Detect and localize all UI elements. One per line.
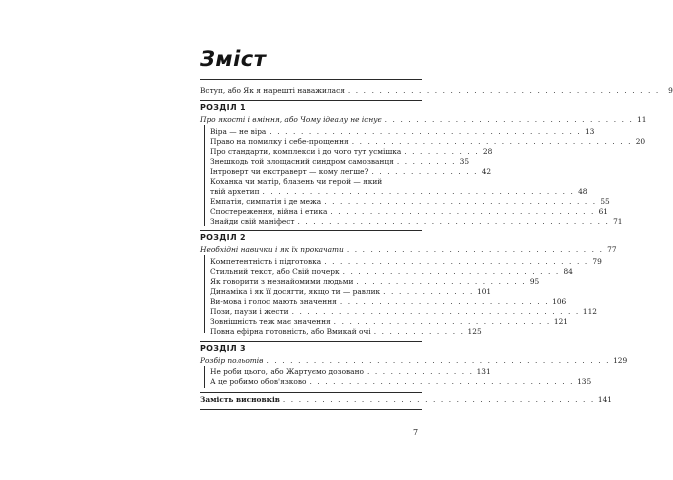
section-bar	[204, 255, 205, 333]
section-rule	[200, 392, 422, 393]
toc-entry: Ви-мова і голос мають значення . . . . . . . . . . . . . . . . . . . . . . . . . . . 106	[210, 297, 567, 306]
section-bar	[204, 125, 205, 226]
leader-dots: . . . . . . . . . . . . . . . . . . . . . . . . . . . . . . . . . . . . .	[291, 307, 580, 316]
leader-dots: . . . . . . . . . . . . . . . . . . . . . .	[356, 277, 527, 286]
toc-entry: Віра — не віра . . . . . . . . . . . . . . . . . . . . . . . . . . . . . . . . . . . . . . . . 13	[210, 127, 595, 136]
section-heading: РОЗДІЛ 2	[200, 233, 246, 242]
leader-dots: . . . . . . . . . . . . . . . . . . . . . . . . . . . . . . . . . . . . . . . .	[347, 86, 660, 95]
leader-dots: . . . . . . . . . . . . . . . . . . . . . . . . . . . .	[333, 317, 551, 326]
section-subtitle: Розбір польотів . . . . . . . . . . . . . . . . . . . . . . . . . . . . . . . . . . . . . . . . . . . . 129	[200, 356, 628, 365]
toc-entry: Динаміка і як її досягти, якщо ти — равлик . . . . . . . . . . . . 101	[210, 287, 492, 296]
toc-entry: Зовнішність теж має значення . . . . . . . . . . . . . . . . . . . . . . . . . . . . 121	[210, 317, 568, 326]
toc-entry: Повна ефірна готовність, або Вмикай очі . . . . . . . . . . . . 125	[210, 327, 482, 336]
toc-entry: Емпатія, симпатія і де межа . . . . . . . . . . . . . . . . . . . . . . . . . . . . . . . . . . . 55	[210, 197, 610, 206]
section-heading: РОЗДІЛ 3	[200, 344, 246, 353]
toc-entry-wrapped-line: Коханка чи матір, блазень чи герой — який	[210, 177, 383, 186]
toc-entry: Інтроверт чи екстраверт — кому легше? . . . . . . . . . . . . . . 42	[210, 167, 492, 176]
section-bar	[204, 366, 205, 388]
toc-entry: твій архетип . . . . . . . . . . . . . . . . . . . . . . . . . . . . . . . . . . . . . . . . 48	[210, 187, 588, 196]
toc-entry: Про стандарти, комплекси і до чого тут усмішка . . . . . . . . . . 28	[210, 147, 493, 156]
leader-dots: . . . . . . . . . . . . . . . . . . . . . . . . . . . . . . . . . . . . . . . .	[269, 127, 582, 136]
leader-dots: . . . . . . . . . . . . . . . . . . . . . . . . . . . .	[342, 267, 560, 276]
section-rule	[200, 230, 422, 231]
toc-entry: Пози, паузи і жести . . . . . . . . . . . . . . . . . . . . . . . . . . . . . . . . . . . . . 112	[210, 307, 597, 316]
toc-entry: А це робимо обов'язково . . . . . . . . . . . . . . . . . . . . . . . . . . . . . . . . . . 135	[210, 377, 592, 386]
leader-dots: . . . . . . . . . . . . . .	[371, 167, 479, 176]
leader-dots: . . . . . . . . . . . . . . . . . . . . . . . . . . . . . . . . . .	[309, 377, 575, 386]
leader-dots: . . . . . . . . . . . . . . . . . . . . . . . . . . . . . . . . . .	[330, 207, 595, 216]
page-title: Зміст	[200, 47, 267, 71]
leader-dots: . . . . . . . . . . . . . . . . . . . . . . . . . . . . . . . . . . . .	[351, 137, 633, 146]
leader-dots: . . . . . . . . . . . .	[383, 287, 474, 296]
section-heading: РОЗДІЛ 1	[200, 103, 246, 112]
toc-entry-text: Вступ, або Як я нарешті наважилася	[200, 86, 345, 95]
leader-dots: . . . . . . . . . . . . . . . . . . . . . . . . . . . . . . . . . . . . . . . .	[282, 395, 595, 404]
leader-dots: . . . . . . . . . . . . . .	[366, 367, 474, 376]
leader-dots: . . . . . . . . . . . . . . . . . . . . . . . . . . .	[339, 297, 550, 306]
leader-dots: . . . . . . . . . . . . . . . . . . . . . . . . . . . . . . . . . .	[324, 257, 589, 266]
section-subtitle: Необхідні навички і як їх прокачати . . . . . . . . . . . . . . . . . . . . . . . . . . . . . . . . . 77	[200, 245, 617, 254]
toc-entry: Компетентність і підготовка . . . . . . . . . . . . . . . . . . . . . . . . . . . . . . . . . . 79	[210, 257, 602, 266]
section-rule	[200, 100, 422, 101]
page-number: 7	[413, 428, 419, 437]
section-rule	[200, 341, 422, 342]
leader-dots: . . . . . . . . . . . . . . . . . . . . . . . . . . . . . . . . . . .	[324, 197, 597, 206]
section-rule	[200, 409, 422, 410]
title-rule	[200, 79, 422, 80]
toc-entry: Як говорити з незнайомими людьми . . . . . . . . . . . . . . . . . . . . . . 95	[210, 277, 540, 286]
leader-dots: . . . . . . . .	[396, 157, 457, 166]
toc-entry: Право на помилку і себе-прощення . . . . . . . . . . . . . . . . . . . . . . . . . . . . . . . . . . . . 20	[210, 137, 646, 146]
toc-entry-intro	[200, 85, 673, 96]
toc-entry-page: 9	[668, 86, 673, 95]
leader-dots: . . . . . . . . . . . . . . . . . . . . . . . . . . . . . . . .	[384, 115, 634, 124]
toc-entry-conclusion: Замість висновків . . . . . . . . . . . . . . . . . . . . . . . . . . . . . . . . . . . . . . . . 141	[200, 395, 612, 404]
leader-dots: . . . . . . . . . .	[404, 147, 480, 156]
section-subtitle: Про якості і вміння, або Чому ідеалу не існує . . . . . . . . . . . . . . . . . . . . . . . . . . . . . . . . 11	[200, 115, 647, 124]
toc-entry: Знешкодь той злощасний синдром самозванця . . . . . . . . 35	[210, 157, 470, 166]
toc-entry: Спостереження, війна і етика . . . . . . . . . . . . . . . . . . . . . . . . . . . . . . . . . . 61	[210, 207, 608, 216]
leader-dots: . . . . . . . . . . . . . . . . . . . . . . . . . . . . . . . . . . . . . . . .	[262, 187, 575, 196]
toc-entry: Знайди свій маніфест . . . . . . . . . . . . . . . . . . . . . . . . . . . . . . . . . . . . . . . . 71	[210, 217, 623, 226]
leader-dots: . . . . . . . . . . . . . . . . . . . . . . . . . . . . . . . . . . . . . . . .	[297, 217, 610, 226]
toc-entry: Стильний текст, або Свій почерк . . . . . . . . . . . . . . . . . . . . . . . . . . . . 84	[210, 267, 573, 276]
leader-dots: . . . . . . . . . . . . . . . . . . . . . . . . . . . . . . . . .	[346, 245, 604, 254]
toc-entry: Не роби цього, або Жартуємо дозовано . . . . . . . . . . . . . . 131	[210, 367, 491, 376]
leader-dots: . . . . . . . . . . . .	[373, 327, 465, 336]
leader-dots: . . . . . . . . . . . . . . . . . . . . . . . . . . . . . . . . . . . . . . . . . . . .	[266, 356, 611, 365]
